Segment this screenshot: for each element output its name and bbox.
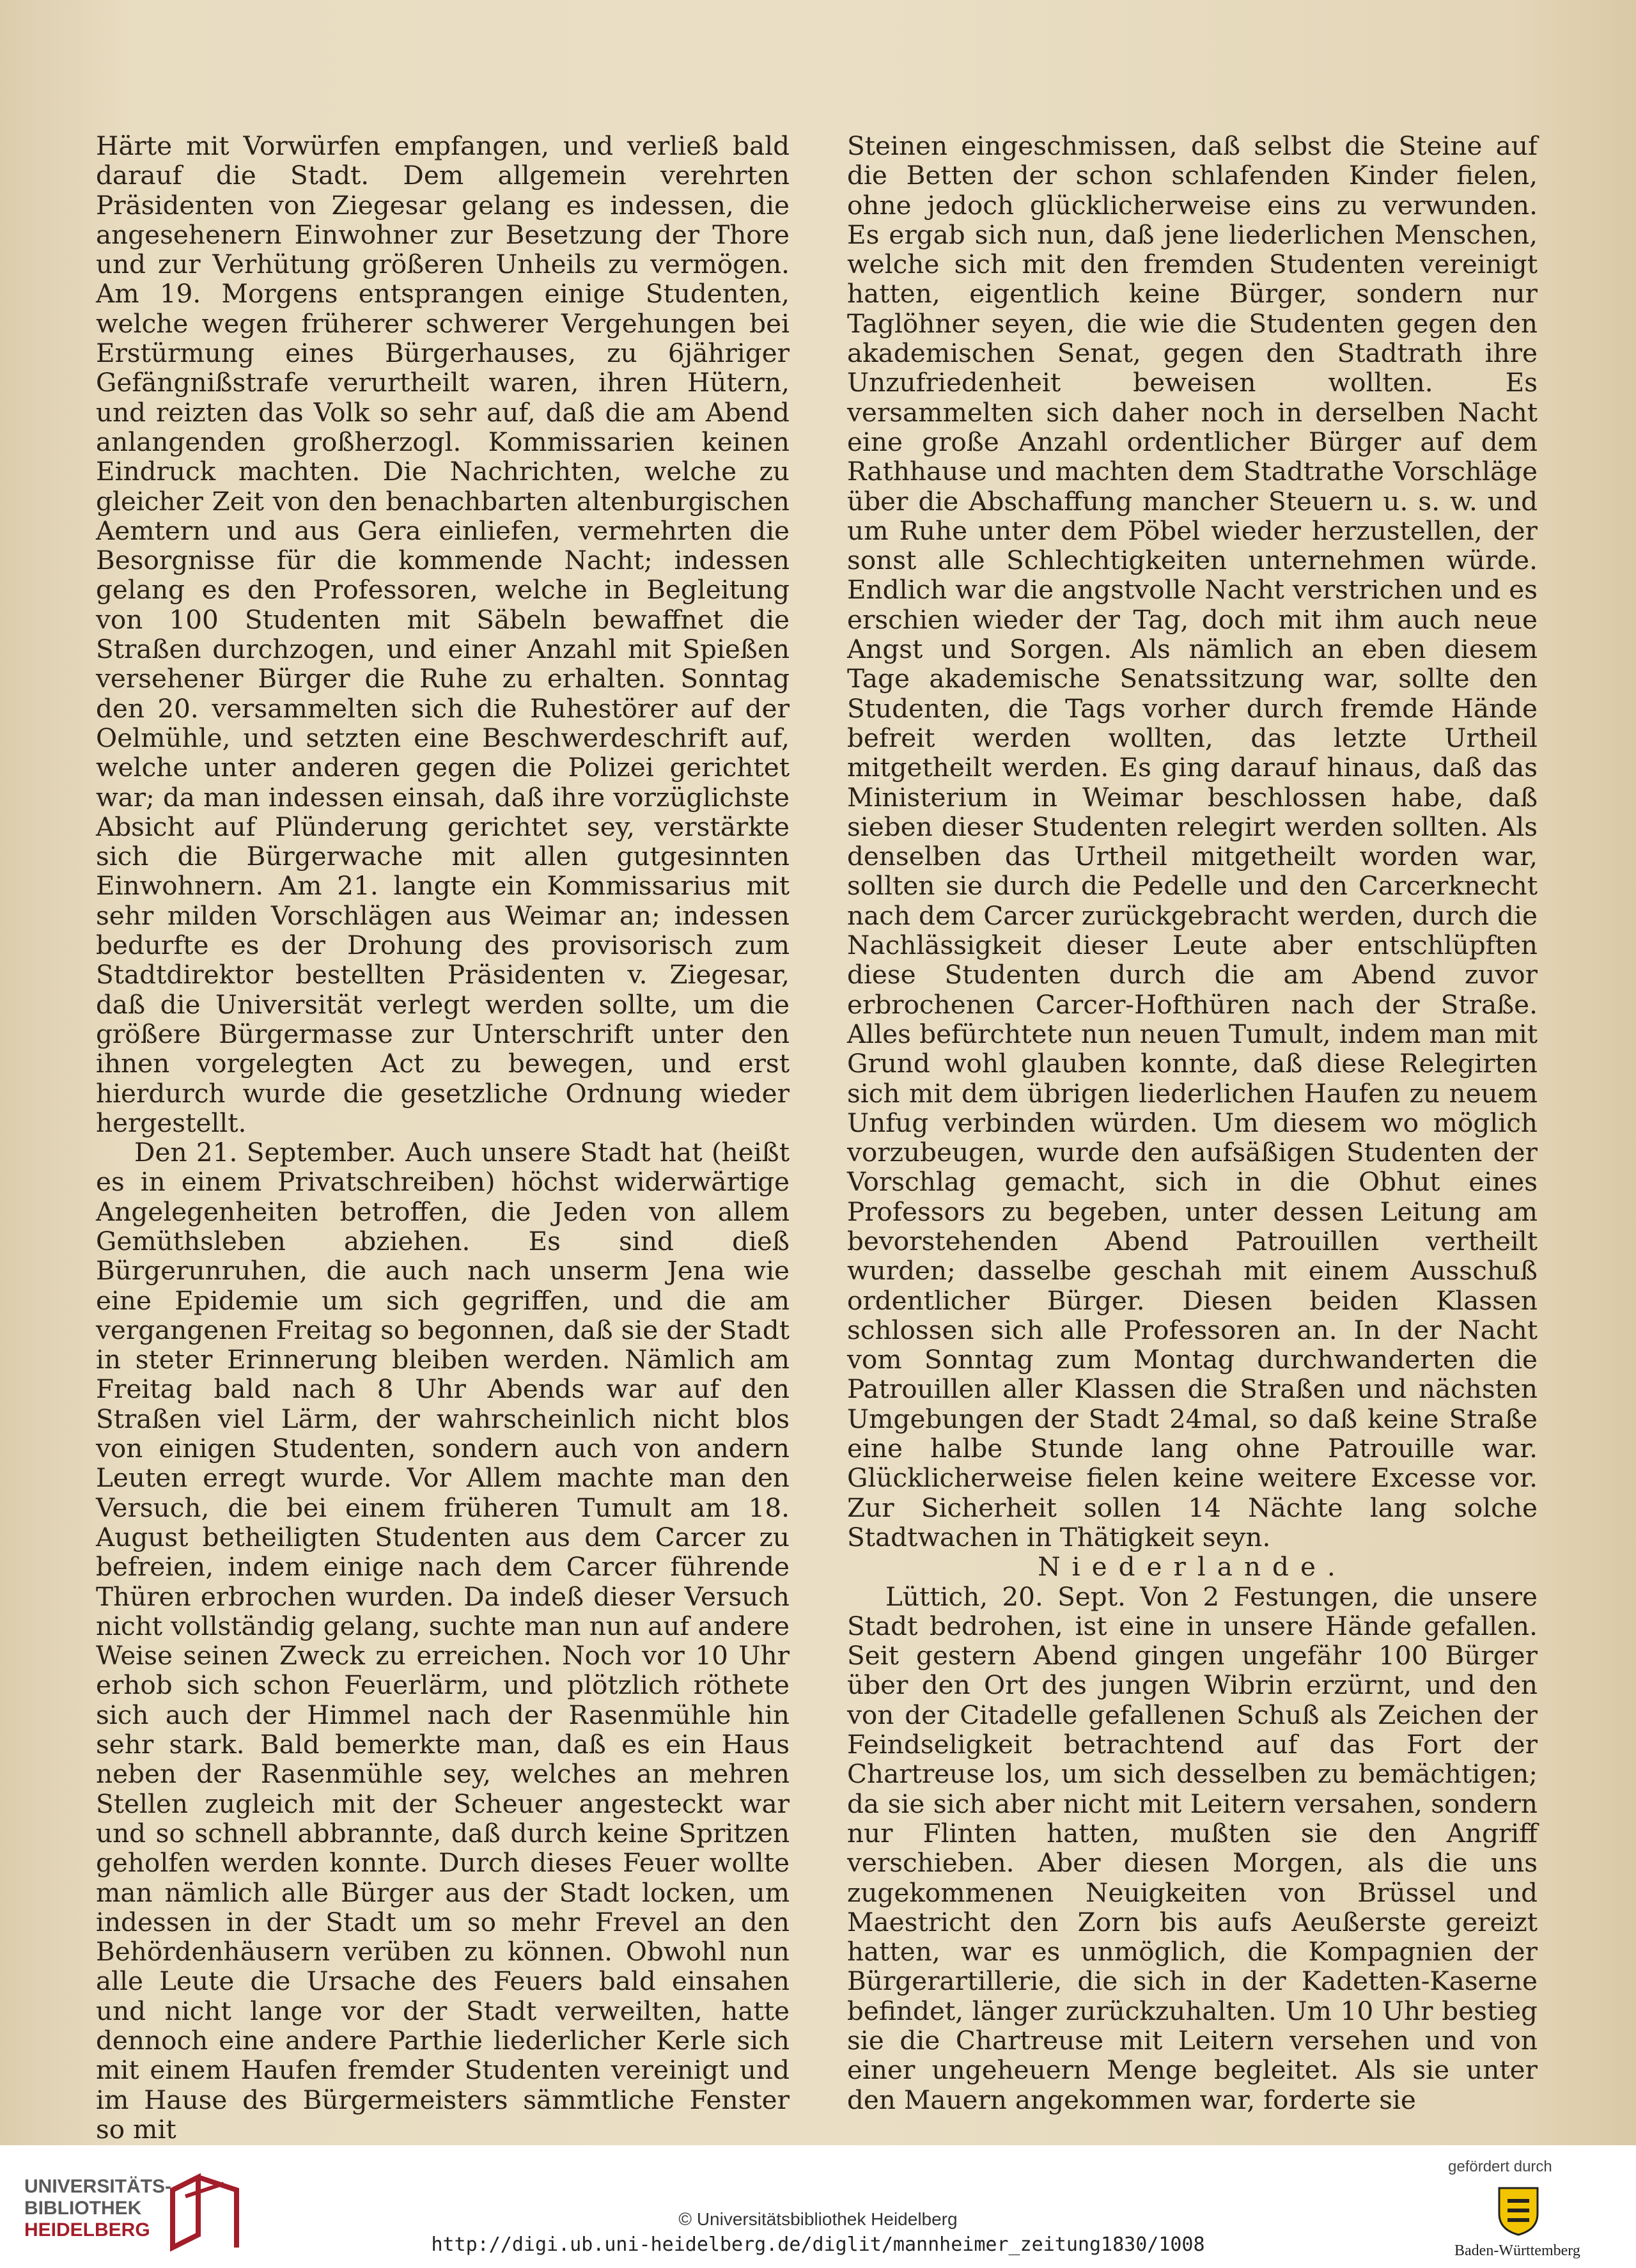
digitization-footer xyxy=(0,2145,1636,2268)
library-name-line1: UNIVERSITÄTS- xyxy=(24,2176,172,2197)
section-heading-niederlande: Niederlande. xyxy=(1038,1551,1347,1583)
paragraph-jena-unrest: Härte mit Vorwürfen empfangen, und verließ bald darauf die Stadt. Dem allgemein verehrten Präsidenten von Ziegesar gelang es indessen, die angesehenern Einwohner zur Besetzung der Thore und zur Verhütung größeren Unheils zu vermögen. Am 19. Morgens entsprangen einige Studenten, welche wegen früherer schwerer Vergehungen bei Erstürmung eines Bürgerhauses, zu 6jähriger Gefängnißstrafe verurtheilt waren, ihren Hütern, und reizten das Volk so sehr auf, daß die am Abend anlangenden großherzogl. Kommissarien keinen Eindruck machten. Die Nachrichten, welche zu gleicher Zeit von den benachbarten altenburgischen Aemtern und aus Gera einliefen, vermehrten die Besorgnisse für die kommende Nacht; indessen gelang es den Professoren, welche in Begleitung von 100 Studenten mit Säbeln bewaffnet die Straßen durchzogen, und einer Anzahl mit Spießen versehener Bürger die Ruhe zu erhalten. Sonntag den 20. versammelten sich die Ruhestörer auf der Oelmühle, und setzten eine Beschwerdeschrift auf, welche unter anderen gegen die Polizei gerichtet war; da man indessen einsah, daß ihre vorzüglichste Absicht auf Plünderung gerichtet sey, verstärkte sich die Bürgerwache mit allen gutgesinnten Einwohnern. Am 21. langte ein Kommissarius mit sehr milden Vorschlägen aus Weimar an; indessen bedurfte es der Drohung des provisorisch zum Stadtdirektor bestellten Präsidenten v. Ziegesar, daß die Universität verlegt werden sollte, um die größere Bürgermasse zur Unterschrift unter den ihnen vorgelegten Act zu bewegen, und erst hierdurch wurde die gesetzliche Ordnung wieder hergestellt. xyxy=(96,130,790,1138)
left-column xyxy=(96,131,790,2144)
right-column xyxy=(847,131,1538,2115)
baden-wuerttemberg-emblem-icon xyxy=(1490,2185,1547,2236)
sponsor-label: gefördert durch xyxy=(1448,2158,1552,2175)
paragraph-21-september: Den 21. September. Auch unsere Stadt hat (heißt es in einem Privatschreiben) höchst widerwärtige Angelegenheiten betroffen, die Jeden von allem Gemüthsleben abziehen. Es sind dieß Bürgerunruhen, die auch nach unserm Jena wie eine Epidemie um sich gegriffen, und die am vergangenen Freitag so begonnen, daß sie der Stadt in steter Erinnerung bleiben werden. Nämlich am Freitag bald nach 8 Uhr Abends war auf den Straßen viel Lärm, der wahrscheinlich nicht blos von einigen Studenten, sondern auch von andern Leuten erregt wurde. Vor Allem machte man den Versuch, die bei einem früheren Tumult am 18. August betheiligten Studenten aus dem Carcer zu befreien, indem einige nach dem Carcer führende Thüren erbrochen wurden. Da indeß dieser Versuch nicht vollständig gelang, suchte man nun auf andere Weise seinen Zweck zu erreichen. Noch vor 10 Uhr erhob sich schon Feuerlärm, und plötzlich röthete sich auch der Himmel nach der Rasenmühle hin sehr stark. Bald bemerkte man, daß es ein Haus neben der Rasenmühle sey, welches an mehren Stellen zugleich mit der Scheuer angesteckt war und so schnell abbrannte, daß durch keine Spritzen geholfen werden konnte. Durch dieses Feuer wollte man nämlich alle Bürger aus der Stadt locken, um indessen in der Stadt um so mehr Frevel an den Behördenhäusern verüben zu können. Obwohl nun alle Leute die Ursache des Feuers bald einsahen und nicht lange vor der Stadt verweilten, hatte dennoch eine andere Parthie liederlicher Kerle sich mit einem Haufen fremder Studenten vereinigt und im Hause des Bürgermeisters sämmtliche Fenster so mit xyxy=(96,1137,790,2145)
permalink-url[interactable]: http://digi.ub.uni-heidelberg.de/diglit/mannheimer_zeitung1830/1008 xyxy=(431,2233,1205,2256)
copyright-notice: © Universitätsbibliothek Heidelberg xyxy=(678,2209,958,2229)
paragraph-luettich: Lüttich, 20. Sept. Von 2 Festungen, die unsere Stadt bedrohen, ist eine in unsere Hände gefallen. Seit gestern Abend gingen ungefähr 100 Bürger über den Ort des jungen Wibrin erzürnt, und den von der Citadelle gefallenen Schuß als Zeichen der Feindseligkeit betrachtend auf das Fort der Chartreuse los, um sich desselben zu bemächtigen; da sie sich aber nicht mit Leitern versahen, sondern nur Flinten hatten, mußten sie den Angriff verschieben. Aber diesen Morgen, als die uns zugekommenen Neuigkeiten von Brüssel und Maestricht den Zorn bis aufs Aeußerste gereizt hatten, war es unmöglich, die Kompagnien der Bürgerartillerie, die sich in der Kadetten-Kaserne befindet, länger zurückzuhalten. Um 10 Uhr bestieg sie die Chartreuse mit Leitern versehen und von einer ungeheuern Menge begleitet. Als sie unter den Mauern angekommen war, forderte sie xyxy=(847,1581,1538,2115)
sponsor-name: Baden-Württemberg xyxy=(1454,2242,1580,2259)
library-name-line2: BIBLIOTHEK xyxy=(24,2198,142,2219)
library-name xyxy=(24,2176,171,2241)
paragraph-continuation: Steinen eingeschmissen, daß selbst die Steine auf die Betten der schon schlafenden Kinder fielen, ohne jedoch glücklicherweise eins zu verwunden. Es ergab sich nun, daß jene liederlichen Menschen, welche sich mit den fremden Studenten vereinigt hatten, eigentlich keine Bürger, sondern nur Taglöhner seyen, die wie die Studenten gegen den akademischen Senat, gegen den Stadtrath ihre Unzufriedenheit beweisen wollten. Es versammelten sich daher noch in derselben Nacht eine große Anzahl ordentlicher Bürger auf dem Rathhause und machten dem Stadtrathe Vorschläge über die Abschaffung mancher Steuern u. s. w. und um Ruhe unter dem Pöbel wieder herzustellen, der sonst alle Schlechtigkeiten unternehmen würde. Endlich war die angstvolle Nacht verstrichen und es erschien wieder der Tag, doch mit ihm auch neue Angst und Sorgen. Als nämlich an eben diesem Tage akademische Senatssitzung war, sollte den Studenten, die Tags vorher durch fremde Hände befreit werden wollten, das letzte Urtheil mitgetheilt werden. Es ging darauf hinaus, daß das Ministerium in Weimar beschlossen habe, daß sieben dieser Studenten relegirt werden sollten. Als denselben das Urtheil mitgetheilt worden war, sollten sie durch die Pedelle und den Carcerknecht nach dem Carcer zurückgebracht werden, durch die Nachlässigkeit dieser Leute aber entschlüpften diese Studenten durch die am Abend zuvor erbrochenen Carcer-Hofthüren nach der Straße. Alles befürchtete nun neuen Tumult, indem man mit Grund wohl glauben konnte, daß diese Relegirten sich mit dem übrigen liederlichen Haufen zu neuem Unfug verbinden würden. Um diesem wo möglich vorzubeugen, wurde den aufsäßigen Studenten der Vorschlag gemacht, sich in die Obhut eines Professors zu begeben, unter dessen Leitung am bevorstehenden Abend Patrouillen vertheilt wurden; dasselbe geschah mit einem Ausschuß ordentlicher Bürger. Diesen beiden Klassen schlossen sich alle Professoren an. In der Nacht vom Sonntag zum Montag durchwanderten die Patrouillen aller Klassen die Straßen und nächsten Umgebungen der Stadt 24mal, so daß keine Straße eine halbe Stunde lang ohne Patrouille war. Glücklicherweise fielen keine weitere Excesse vor. Zur Sicherheit sollen 14 Nächte lang solche Stadtwachen in Thätigkeit seyn. xyxy=(847,130,1538,1552)
library-name-line3: HEIDELBERG xyxy=(24,2219,150,2241)
